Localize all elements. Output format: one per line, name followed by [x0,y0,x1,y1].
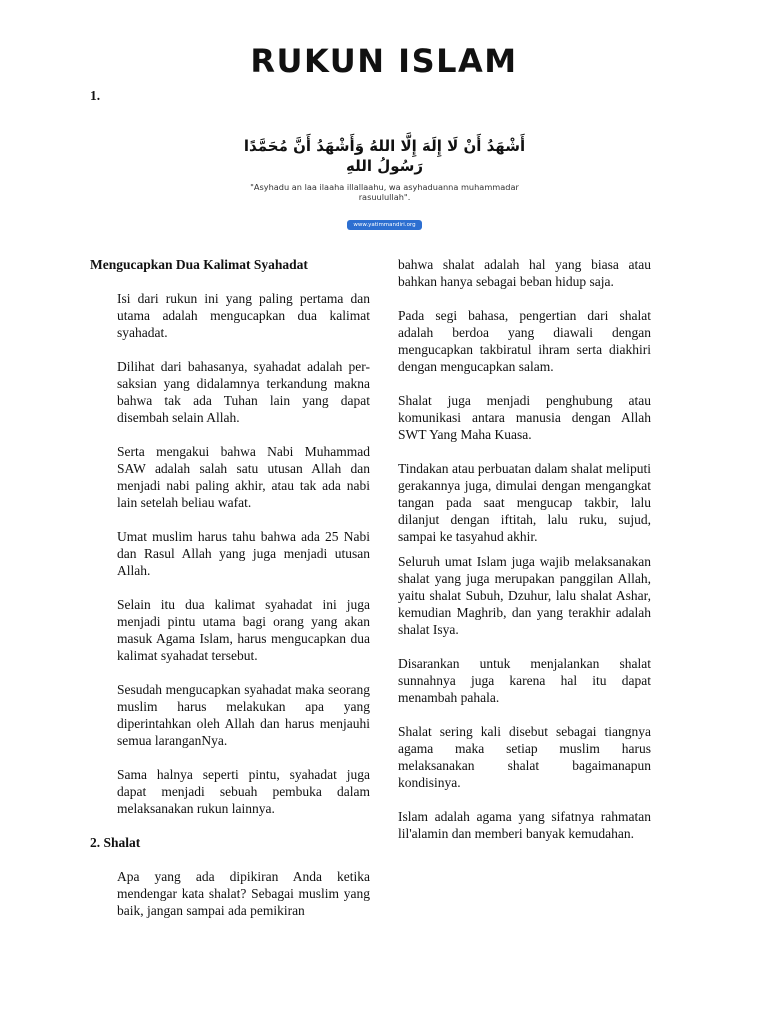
paragraph: Isi dari rukun ini yang paling pertama dan utama adalah mengucapkan dua kalimat syahadat. [117,291,370,340]
syahadat-image [232,128,537,240]
paragraph: Apa yang ada dipikiran Anda ketika mendengar kata shalat? Sebagai muslim yang baik, jangan sampai ada pemikiran [117,869,370,918]
section-heading: 2. Shalat [90,835,141,850]
section-number: 1. [90,88,101,103]
left-column [90,256,370,919]
paragraph: Seluruh umat Islam juga wajib melaksanakan shalat yang juga merupakan panggilan Allah, yaitu shalat Subuh, Dzuhur, lalu shalat Ashar, kemudian Maghrib, dan yang terakhir adalah shalat Isya. [398,554,651,637]
paragraph: Islam adalah agama yang sifatnya rahmatan lil'alamin dan memberi banyak kemudahan. [398,809,651,841]
paragraph: Pada segi bahasa, pengertian dari shalat adalah berdoa yang diawali dengan mengucapkan takbiratul ihram serta diakhiri dengan mengucapkan salam. [398,308,651,374]
paragraph: Selain itu dua kalimat syahadat ini juga menjadi pintu utama bagi orang yang akan masuk Agama Islam, harus mengucapkan dua kalimat syahadat tersebut. [117,597,370,663]
arabic-text: أَشْهَدُ أَنْ لَا إِلَهَ إِلَّا اللهُ وَأَشْهَدُ أَنَّ مُحَمَّدًا رَسُولُ اللهِ [243,137,526,175]
paragraph: Dilihat dari bahasanya, syahadat adalah per-saksian yang didalamnya terkandung makna bahwa tak ada Tuhan lain yang dapat disembah selain Allah. [117,359,370,425]
paragraph: Tindakan atau perbuatan dalam shalat meliputi gerakannya juga, dimulai dengan mengangkat tangan pada saat mengucap takbir, lalu dilanjut dengan iftitah, lalu ruku, sujud, sampai ke tasyahud akhir. [398,461,651,544]
transliteration-text: "Asyhadu an laa ilaaha illallaahu, wa asyhaduanna muhammadar rasuulullah". [250,182,519,202]
document-title: RUKUN ISLAM [250,42,518,80]
paragraph: Sesudah mengucapkan syahadat maka seorang muslim harus melakukan apa yang diperintahkan oleh Allah dan harus menjauhi semua laranganNya. [117,682,370,748]
paragraph: Shalat juga menjadi penghubung atau komunikasi antara manusia dengan Allah SWT Yang Maha Kuasa. [398,393,651,442]
paragraph: Sama halnya seperti pintu, syahadat juga dapat menjadi sebuah pembuka dalam melaksanakan rukun lainnya. [117,767,370,816]
paragraph: bahwa shalat adalah hal yang biasa atau bahkan hanya sebagai beban hidup saja. [398,257,651,289]
website-watermark: www.yatimmandiri.org [347,220,421,230]
section-heading: Mengucapkan Dua Kalimat Syahadat [90,257,308,272]
right-column [398,256,651,842]
paragraph: Serta mengakui bahwa Nabi Muhammad SAW adalah salah satu utusan Allah dan menjadi nabi paling akhir, atau tak ada nabi lain setelah beliau wafat. [117,444,370,510]
paragraph: Disarankan untuk menjalankan shalat sunnahnya juga karena hal itu dapat menambah pahala. [398,656,651,705]
paragraph: Umat muslim harus tahu bahwa ada 25 Nabi dan Rasul Allah yang juga menjadi utusan Allah. [117,529,370,578]
paragraph: Shalat sering kali disebut sebagai tiangnya agama maka setiap muslim harus melaksanakan shalat bagaimanapun kondisinya. [398,724,651,790]
